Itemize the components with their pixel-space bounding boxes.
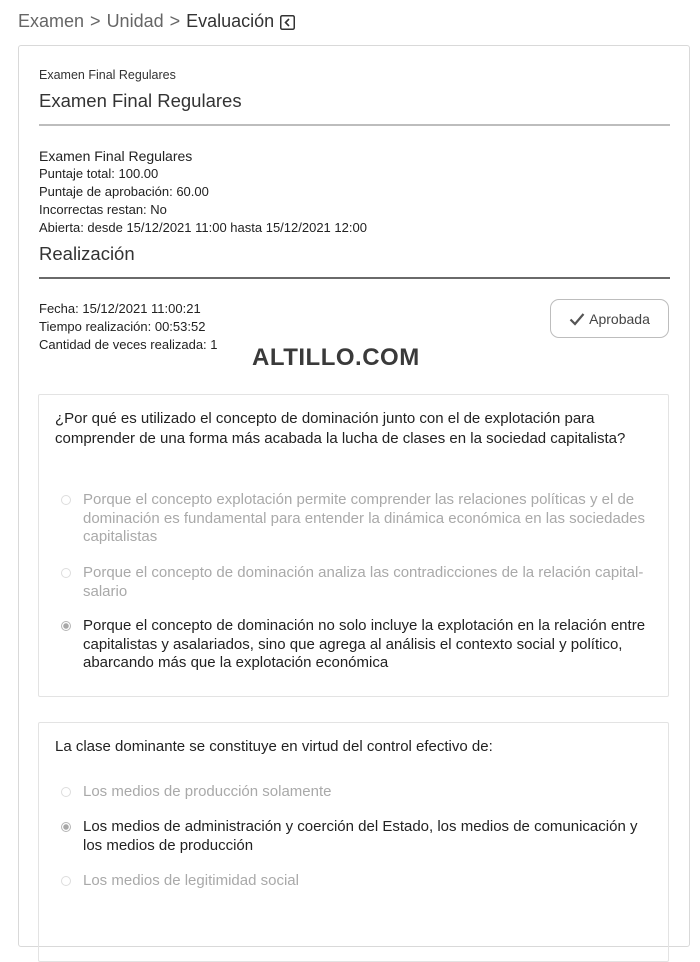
breadcrumb-separator: > bbox=[169, 11, 181, 31]
radio-button[interactable] bbox=[61, 876, 71, 886]
breadcrumb-item-examen[interactable]: Examen bbox=[18, 11, 85, 31]
status-badge[interactable] bbox=[550, 299, 669, 338]
answer-option-label: Los medios de producción solamente bbox=[83, 783, 332, 800]
section-title: Realización bbox=[39, 243, 135, 264]
radio-button-checked[interactable] bbox=[61, 621, 71, 631]
radio-button[interactable] bbox=[61, 787, 71, 797]
breadcrumb-item-unidad[interactable]: Unidad bbox=[106, 11, 164, 31]
chevron-left-box-icon[interactable] bbox=[280, 14, 295, 29]
radio-button[interactable] bbox=[61, 495, 71, 505]
answer-option-label: Los medios de legitimidad social bbox=[83, 872, 299, 889]
check-icon bbox=[569, 312, 585, 326]
breadcrumb-separator: > bbox=[90, 11, 101, 31]
answer-option[interactable] bbox=[61, 872, 657, 891]
radio-button[interactable] bbox=[61, 568, 71, 578]
answer-option-label: Porque el concepto de dominación analiza las contradicciones de la relación capital-salario bbox=[83, 564, 644, 600]
exam-label: Examen Final Regulares bbox=[39, 68, 176, 82]
open-period: Abierta: desde 15/12/2021 11:00 hasta 15/12/2021 12:00 bbox=[39, 220, 367, 235]
incorrect-subtract: Incorrectas restan: No bbox=[39, 202, 167, 217]
answer-option-label: Los medios de administración y coerción del Estado, los medios de comunicación y los medios de producción bbox=[83, 818, 638, 854]
question-card bbox=[38, 722, 669, 962]
divider bbox=[39, 124, 670, 126]
answer-option-selected[interactable] bbox=[61, 617, 657, 673]
passing-score: Puntaje de aprobación: 60.00 bbox=[39, 184, 209, 199]
attempt-date: Fecha: 15/12/2021 11:00:21 bbox=[39, 301, 201, 316]
question-text: La clase dominante se constituye en virtud del control efectivo de: bbox=[55, 738, 493, 755]
question-text: ¿Por qué es utilizado el concepto de dominación junto con el de explotación para comprender de una forma más acabada la lucha de clases en la sociedad capitalista? bbox=[55, 410, 626, 447]
exam-info bbox=[39, 147, 367, 237]
answer-option[interactable] bbox=[61, 491, 657, 547]
breadcrumb-current: Evaluación bbox=[186, 11, 275, 31]
answer-option-label: Porque el concepto de dominación no solo incluye la explotación en la relación entre capitalistas y asalariados, sino que agrega al análisis el contexto social y político, abarcando más que la explotación económica bbox=[83, 617, 646, 671]
answer-option[interactable] bbox=[61, 564, 657, 601]
status-label: Aprobada bbox=[589, 310, 650, 327]
divider bbox=[39, 277, 670, 279]
exam-card bbox=[18, 45, 690, 947]
exam-name: Examen Final Regulares bbox=[39, 148, 193, 164]
attempt-count: Cantidad de veces realizada: 1 bbox=[39, 337, 218, 352]
answer-option-label: Porque el concepto explotación permite comprender las relaciones políticas y el de dominación es fundamental para entender la dinámica económica en las sociedades capitalistas bbox=[83, 491, 646, 545]
answer-option-selected[interactable] bbox=[61, 818, 657, 855]
total-score: Puntaje total: 100.00 bbox=[39, 166, 159, 181]
watermark: ALTILLO.COM bbox=[252, 344, 420, 371]
breadcrumb bbox=[18, 11, 295, 32]
exam-title: Examen Final Regulares bbox=[39, 90, 242, 111]
attempt-duration: Tiempo realización: 00:53:52 bbox=[39, 319, 206, 334]
attempt-meta bbox=[39, 300, 218, 354]
answer-option[interactable] bbox=[61, 783, 657, 802]
radio-button-checked[interactable] bbox=[61, 822, 71, 832]
question-card bbox=[38, 394, 669, 697]
